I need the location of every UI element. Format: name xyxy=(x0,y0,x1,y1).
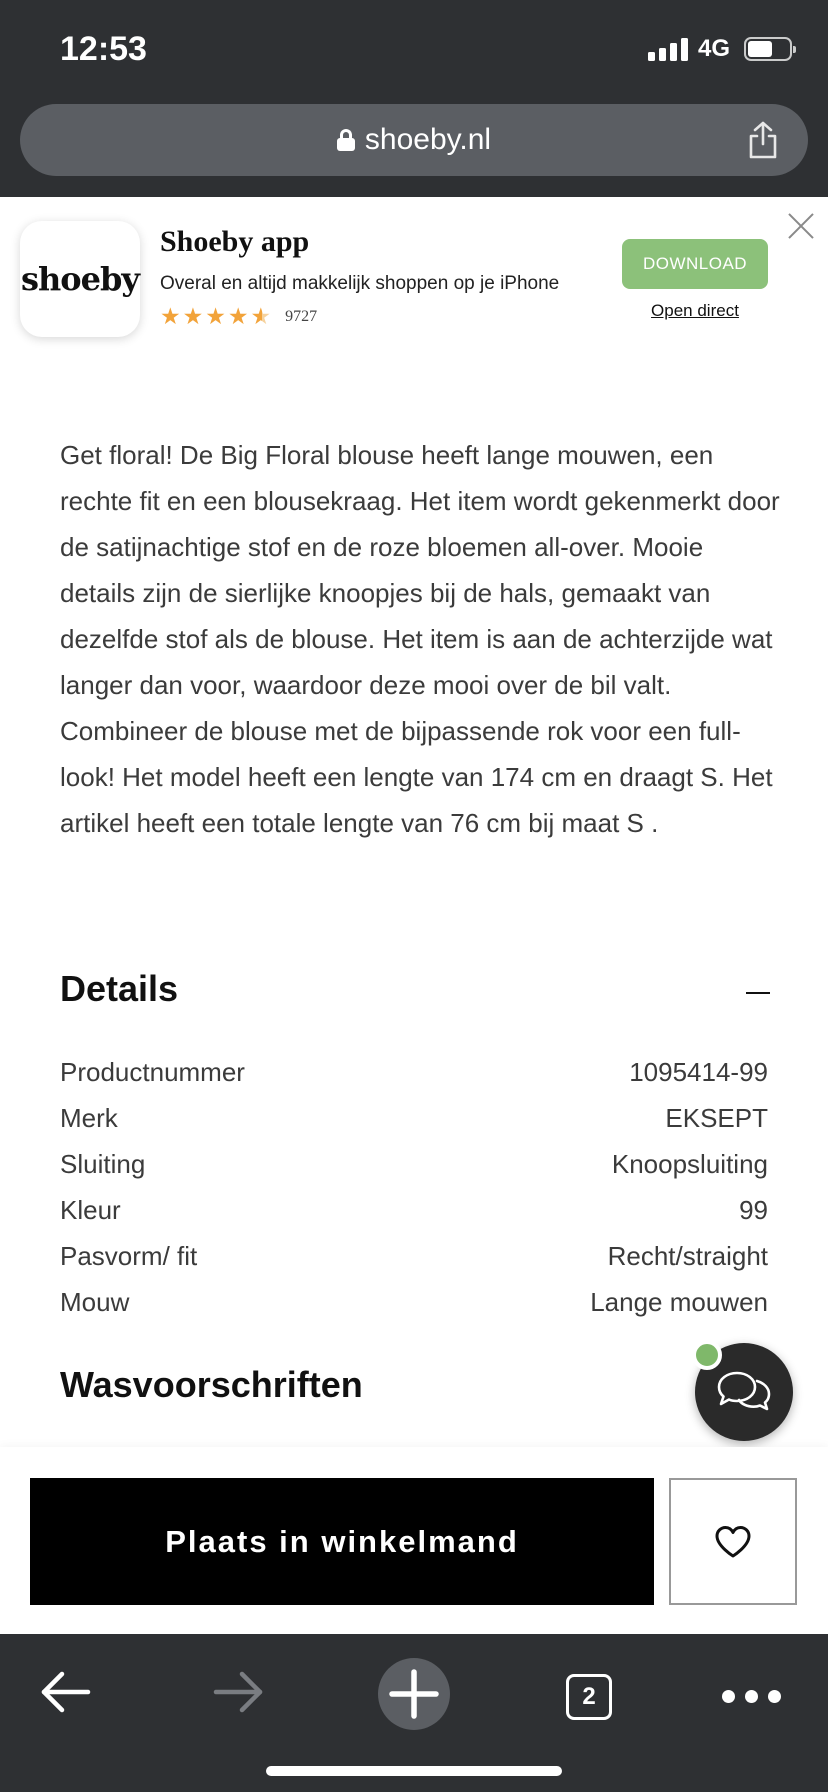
close-icon[interactable] xyxy=(786,211,816,241)
chat-bubbles-icon xyxy=(717,1367,771,1417)
wash-instructions-heading[interactable]: Wasvoorschriften xyxy=(60,1364,363,1405)
app-logo: shoeby xyxy=(20,221,140,337)
address-bar[interactable] xyxy=(20,104,808,176)
star-icon: ★ xyxy=(160,303,181,329)
half-star-icon: ★ xyxy=(250,303,272,329)
cellular-signal-icon xyxy=(648,37,688,61)
network-type: 4G xyxy=(697,35,730,62)
table-row xyxy=(60,1233,768,1279)
share-icon[interactable] xyxy=(746,120,780,160)
table-row xyxy=(60,1095,768,1141)
back-arrow-icon[interactable] xyxy=(38,1656,92,1728)
add-to-cart-button[interactable]: Plaats in winkelmand xyxy=(30,1478,654,1605)
online-status-dot xyxy=(692,1340,722,1370)
star-icon: ★ xyxy=(227,303,249,329)
detail-value: Knoopsluiting xyxy=(611,1148,768,1179)
detail-value: EKSEPT xyxy=(665,1102,768,1133)
detail-label: Merk xyxy=(60,1102,118,1133)
open-direct-link[interactable]: Open direct xyxy=(651,301,739,320)
download-button[interactable]: DOWNLOAD xyxy=(622,239,768,289)
detail-label: Productnummer xyxy=(60,1056,245,1087)
lock-icon xyxy=(337,129,355,151)
star-icon: ★ xyxy=(205,303,226,329)
wishlist-button[interactable] xyxy=(669,1478,797,1605)
tabs-button[interactable]: 2 xyxy=(566,1674,612,1720)
detail-value: 1095414-99 xyxy=(629,1056,768,1087)
app-rating xyxy=(160,305,317,328)
detail-label: Kleur xyxy=(60,1194,121,1225)
star-icon: ★ xyxy=(182,303,204,329)
status-indicators xyxy=(648,36,792,62)
table-row xyxy=(60,1279,768,1325)
app-banner xyxy=(0,197,828,362)
home-indicator[interactable] xyxy=(266,1766,562,1776)
heart-icon xyxy=(714,1525,752,1559)
detail-label: Sluiting xyxy=(60,1148,146,1179)
collapse-icon[interactable] xyxy=(746,992,770,994)
detail-label: Mouw xyxy=(60,1286,130,1317)
table-row xyxy=(60,1141,768,1187)
app-name: Shoeby app xyxy=(160,225,310,258)
battery-icon xyxy=(744,37,792,61)
rating-count: 9727 xyxy=(285,307,318,325)
details-heading[interactable]: Details xyxy=(60,968,179,1009)
forward-arrow-icon[interactable] xyxy=(212,1656,266,1728)
product-action-bar xyxy=(0,1447,828,1634)
new-tab-button[interactable] xyxy=(378,1658,450,1730)
table-row xyxy=(60,1187,768,1233)
details-table xyxy=(60,1049,768,1325)
detail-value: 99 xyxy=(739,1194,768,1225)
detail-label: Pasvorm/ fit xyxy=(60,1240,198,1271)
plus-icon xyxy=(378,1658,450,1730)
url-text: shoeby.nl xyxy=(364,123,492,156)
product-description: Get floral! De Big Floral blouse heeft lange mouwen, een rechte fit en een blousekraag. Het item wordt gekenmerkt door de satijnachtige stof en de roze bloemen all-over. Mooie details zijn de sierlijke knoopjes bij de hals, gemaakt van dezelfde stof als de blouse. Het item is aan de achterzijde wat langer dan voor, waardoor deze mooi over de bil valt. Combineer de blouse met de bijpassende rok voor een full-look! Het model heeft een lengte van 174 cm en draagt S. Het artikel heeft een totale lengte van 76 cm bij maat S . xyxy=(60,440,780,838)
app-description: Overal en altijd makkelijk shoppen op je iPhone xyxy=(160,273,560,294)
more-menu-icon[interactable] xyxy=(722,1690,781,1703)
table-row xyxy=(60,1049,768,1095)
status-time: 12:53 xyxy=(60,30,147,68)
detail-value: Lange mouwen xyxy=(590,1286,768,1317)
browser-toolbar xyxy=(0,1634,828,1792)
browser-top-bar xyxy=(0,0,828,197)
detail-value: Recht/straight xyxy=(607,1240,768,1271)
